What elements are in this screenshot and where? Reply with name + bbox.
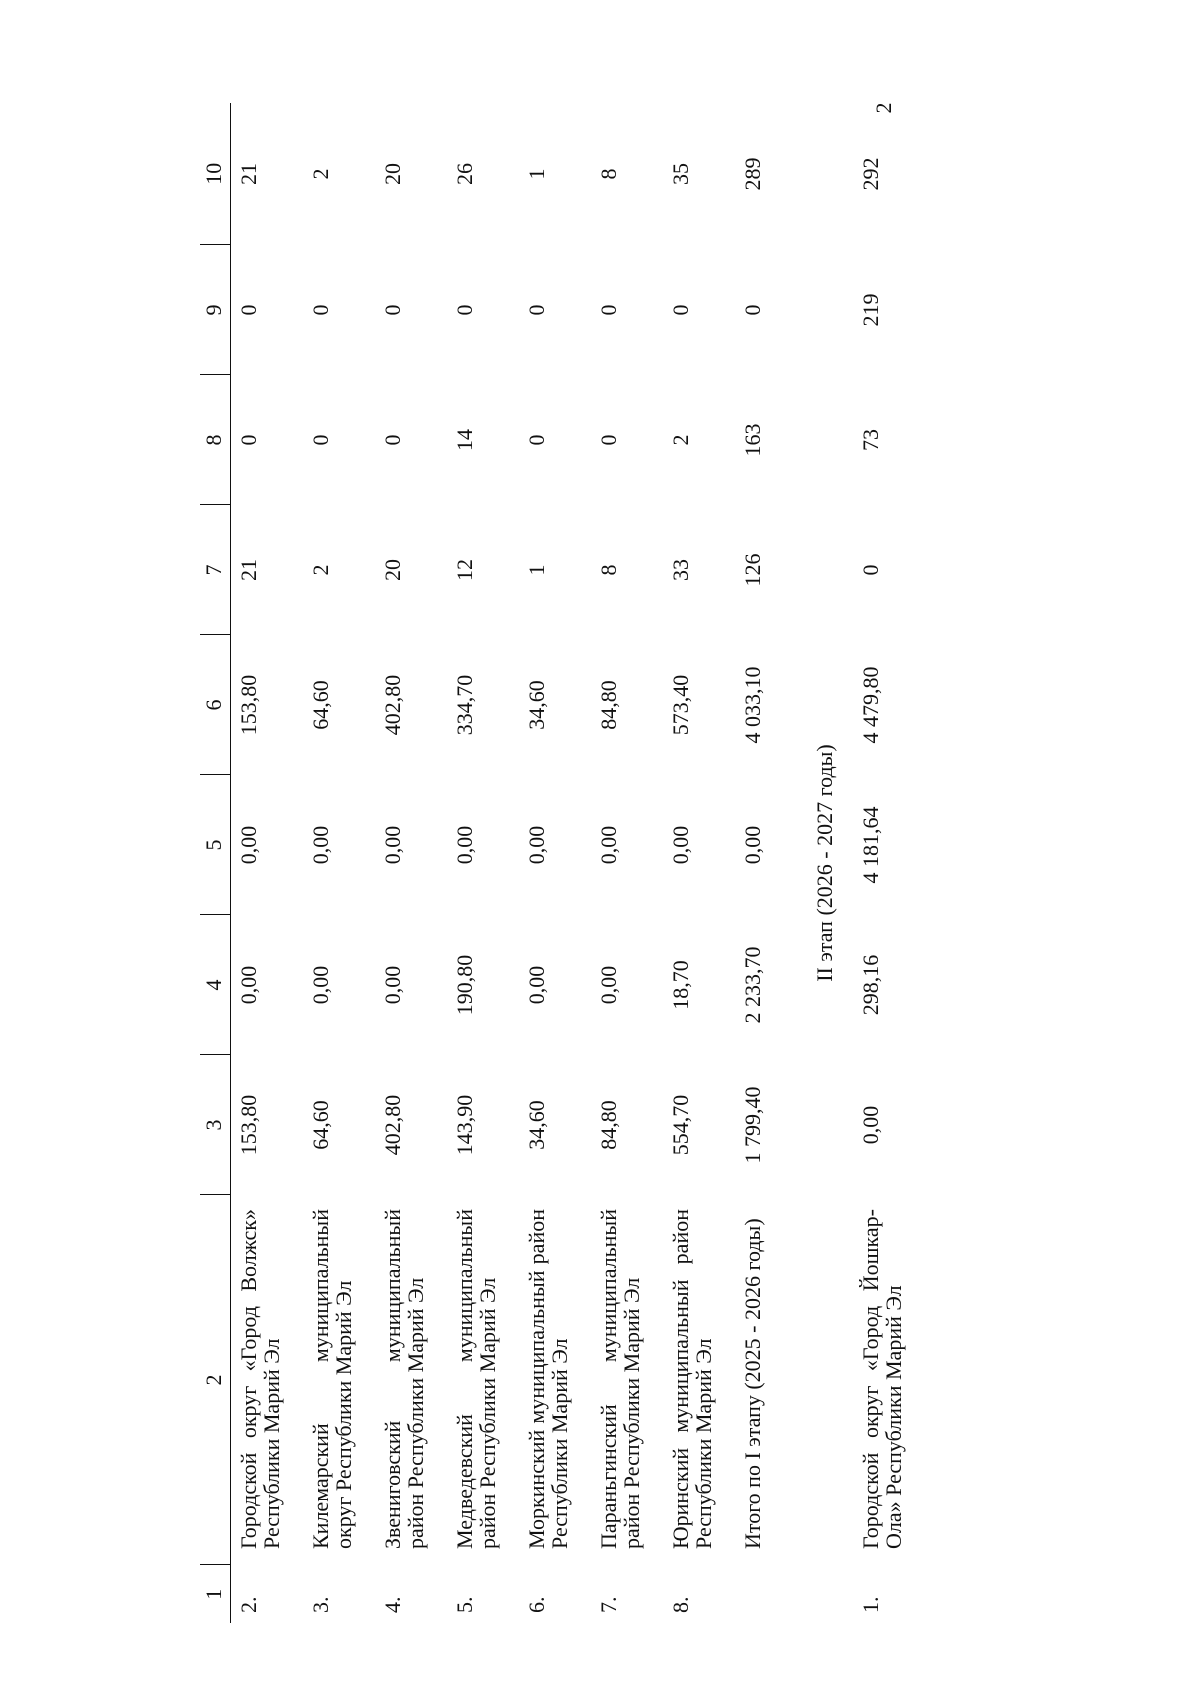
column-header: 1	[200, 1565, 231, 1623]
table-cell: 1	[524, 564, 549, 576]
table-cell: 34,60	[524, 1100, 549, 1150]
municipality-name: Юринский муниципальный район Республики Марий Эл	[668, 1209, 717, 1549]
table-cell: 1 799,40	[740, 1086, 765, 1164]
stage-heading-row	[807, 103, 853, 1623]
table-cell: 0	[452, 304, 477, 316]
municipality-name: Медведевский муниципальный район Республики Марий Эл	[452, 1209, 501, 1549]
table-cell: 163	[740, 423, 765, 457]
table-cell: 402,80	[380, 1094, 405, 1156]
table-cell: 84,80	[596, 1100, 621, 1150]
table-cell: 0,00	[308, 825, 333, 865]
table-row	[375, 103, 447, 1623]
table-cell: 8	[596, 564, 621, 576]
table-cell: 554,70	[668, 1094, 693, 1156]
table-cell: 143,90	[452, 1094, 477, 1156]
table-cell: 0	[308, 304, 333, 316]
table-cell: 1	[524, 168, 549, 180]
table-cell: 153,80	[236, 674, 261, 736]
table-cell: 0,00	[524, 965, 549, 1005]
table-cell: 20	[380, 163, 405, 185]
table-cell: 0,00	[858, 1105, 883, 1145]
table-cell: 334,70	[452, 674, 477, 736]
table-row	[663, 103, 735, 1623]
table-cell: 219	[858, 293, 883, 327]
row-number	[735, 1565, 807, 1623]
rotated-table-container	[200, 103, 992, 1623]
table-cell: 2 233,70	[740, 946, 765, 1024]
table-cell: 0,00	[380, 965, 405, 1005]
table-cell: 190,80	[452, 954, 477, 1016]
column-header: 2	[200, 1195, 231, 1565]
table-row	[853, 103, 935, 1623]
table-cell: 84,80	[596, 680, 621, 730]
table-cell: 0,00	[596, 965, 621, 1005]
municipality-name: Килемарский муниципальный округ Республики Марий Эл	[308, 1209, 357, 1549]
table-cell: 153,80	[236, 1094, 261, 1156]
column-header: 5	[200, 775, 231, 915]
table-row	[519, 103, 591, 1623]
table-row	[447, 103, 519, 1623]
municipality-name: Моркинский муниципальный район Республики Марий Эл	[524, 1209, 573, 1549]
table-row	[591, 103, 663, 1623]
table-cell: 64,60	[308, 1100, 333, 1150]
table-cell: 12	[452, 559, 477, 581]
table-cell: 0	[596, 304, 621, 316]
table-cell: 35	[668, 163, 693, 185]
table-cell: 126	[740, 553, 765, 587]
table-cell: 73	[858, 429, 883, 451]
table-cell: 20	[380, 559, 405, 581]
table-cell: 2	[668, 434, 693, 446]
municipality-name: Звениговский муниципальный район Республики Марий Эл	[380, 1209, 429, 1549]
page-number: 2	[871, 102, 896, 114]
stage-heading: II этап (2026 - 2027 годы)	[812, 744, 837, 982]
table-cell: 2	[308, 168, 333, 180]
table-cell: 0	[596, 434, 621, 446]
table-cell: 298,16	[858, 954, 883, 1016]
table-cell: 0,00	[452, 825, 477, 865]
table-cell: 0	[524, 434, 549, 446]
table-row	[303, 103, 375, 1623]
table-cell: 34,60	[524, 680, 549, 730]
column-header: 9	[200, 245, 231, 375]
table-cell: 64,60	[308, 680, 333, 730]
table-cell: 18,70	[668, 960, 693, 1010]
table-cell: 4 181,64	[858, 806, 883, 884]
municipality-name: Городской округ «Город Йошкар-Ола» Республики Марий Эл	[858, 1209, 907, 1549]
table-cell: 14	[452, 429, 477, 451]
column-header: 10	[200, 103, 231, 245]
table-cell: 0	[308, 434, 333, 446]
table-cell: 0	[524, 304, 549, 316]
table-cell: 2	[308, 564, 333, 576]
table-cell: 26	[452, 163, 477, 185]
municipality-name: Городской округ «Город Волжск» Республики Марий Эл	[236, 1209, 285, 1549]
table-cell: 0,00	[668, 825, 693, 865]
table-cell: 0,00	[308, 965, 333, 1005]
data-table	[200, 103, 935, 1623]
table-cell: 0,00	[380, 825, 405, 865]
table-cell: 0	[236, 304, 261, 316]
table-cell: 0,00	[524, 825, 549, 865]
table-cell: 292	[858, 157, 883, 191]
row-number: 4.	[380, 1596, 405, 1613]
column-header: 4	[200, 915, 231, 1055]
column-header: 7	[200, 505, 231, 635]
row-number: 3.	[308, 1596, 333, 1613]
table-header-row	[200, 103, 231, 1623]
table-cell: 573,40	[668, 674, 693, 736]
table-cell: 33	[668, 559, 693, 581]
column-header: 6	[200, 635, 231, 775]
column-header: 3	[200, 1055, 231, 1195]
municipality-name: Параньгинский муниципальный район Республики Марий Эл	[596, 1209, 645, 1549]
row-number: 1.	[858, 1596, 883, 1613]
table-cell: 0	[668, 304, 693, 316]
row-number: 5.	[452, 1596, 477, 1613]
table-cell: 4 479,80	[858, 666, 883, 744]
table-cell: 289	[740, 157, 765, 191]
row-number: 7.	[596, 1596, 621, 1613]
table-cell: 0	[236, 434, 261, 446]
table-cell: 0,00	[740, 825, 765, 865]
table-cell: 0	[740, 304, 765, 316]
column-header: 8	[200, 375, 231, 505]
table-cell: 21	[236, 163, 261, 185]
row-number: 6.	[524, 1596, 549, 1613]
total-label: Итого по I этапу (2025 - 2026 годы)	[740, 1218, 765, 1549]
table-cell: 0,00	[236, 825, 261, 865]
table-cell: 8	[596, 168, 621, 180]
table-cell: 0	[858, 564, 883, 576]
table-cell: 0,00	[596, 825, 621, 865]
table-cell: 0	[380, 304, 405, 316]
table-cell: 4 033,10	[740, 666, 765, 744]
table-row	[231, 103, 304, 1623]
table-cell: 0,00	[236, 965, 261, 1005]
table-cell: 402,80	[380, 674, 405, 736]
row-number: 2.	[236, 1596, 261, 1613]
table-cell: 21	[236, 559, 261, 581]
table-cell: 0	[380, 434, 405, 446]
total-row	[735, 103, 807, 1623]
row-number: 8.	[668, 1596, 693, 1613]
